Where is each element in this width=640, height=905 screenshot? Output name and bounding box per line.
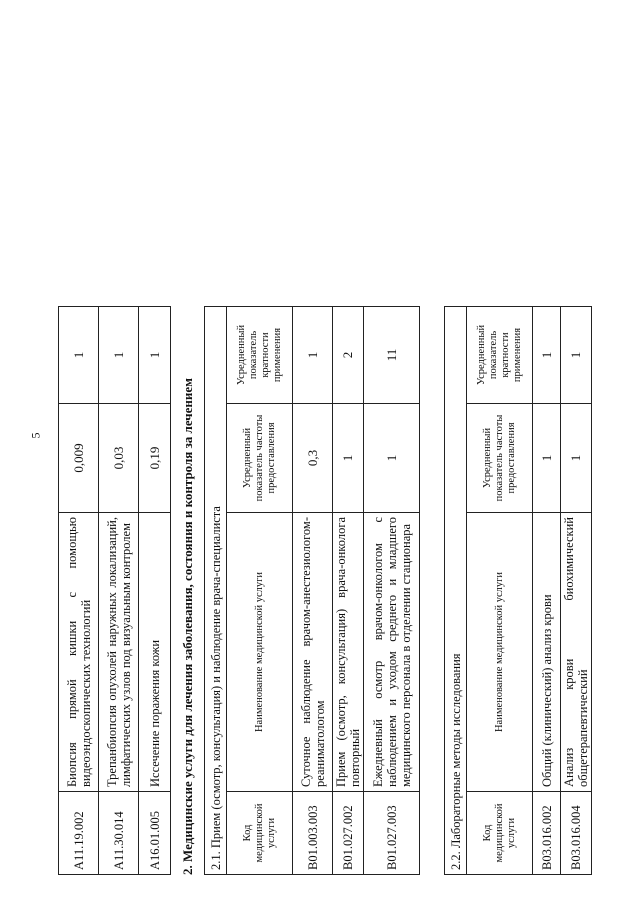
multiplicity-value: 11 xyxy=(364,307,420,404)
frequency-value: 1 xyxy=(364,404,420,513)
service-code: B01.027.002 xyxy=(333,792,364,875)
table-header-row xyxy=(227,307,293,875)
header-code: Код медицинской услуги xyxy=(467,792,533,875)
service-code: B01.003.003 xyxy=(293,792,333,875)
frequency-value: 0,3 xyxy=(293,404,333,513)
multiplicity-value: 1 xyxy=(533,307,561,404)
table-subtitle: 2.2. Лабораторные методы исследования xyxy=(445,307,467,875)
service-code: B03.016.004 xyxy=(561,792,592,875)
header-multiplicity: Усредненный показатель кратности применения xyxy=(227,307,293,404)
table-header-row xyxy=(467,307,533,875)
service-code: B01.027.003 xyxy=(364,792,420,875)
section-heading: 2. Медицинские услуги для лечения заболевания, состояния и контроля за лечением xyxy=(180,377,195,875)
table-subtitle-row xyxy=(445,307,467,875)
table-row xyxy=(364,307,420,875)
table-row xyxy=(59,307,99,875)
service-name: Анализ крови биохимический общетерапевтический xyxy=(561,513,592,792)
frequency-value: 0,19 xyxy=(139,404,171,513)
multiplicity-value: 2 xyxy=(333,307,364,404)
frequency-value: 1 xyxy=(333,404,364,513)
service-name: Ежедневный осмотр врачом-онкологом с наблюдением и уходом среднего и младшего медицинского персонала в отделении стационара xyxy=(364,513,420,792)
service-name: Биопсия прямой кишки с помощью видеоэндоскопических технологий xyxy=(59,513,99,792)
table-row xyxy=(333,307,364,875)
header-code: Код медицинской услуги xyxy=(227,792,293,875)
frequency-value: 1 xyxy=(561,404,592,513)
page-number: 5 xyxy=(28,432,43,439)
header-frequency: Усредненный показатель частоты предоставления xyxy=(467,404,533,513)
multiplicity-value: 1 xyxy=(139,307,171,404)
frequency-value: 0,03 xyxy=(99,404,139,513)
header-multiplicity: Усредненный показатель кратности применения xyxy=(467,307,533,404)
laboratory-table xyxy=(444,306,592,875)
consultation-table xyxy=(204,306,420,875)
header-name: Наименование медицинской услуги xyxy=(467,513,533,792)
rotated-content xyxy=(52,35,612,875)
services-table-continued xyxy=(58,306,171,875)
service-code: A11.30.014 xyxy=(99,792,139,875)
multiplicity-value: 1 xyxy=(293,307,333,404)
table-row xyxy=(99,307,139,875)
service-code: B03.016.002 xyxy=(533,792,561,875)
multiplicity-value: 1 xyxy=(99,307,139,404)
multiplicity-value: 1 xyxy=(59,307,99,404)
frequency-value: 0,009 xyxy=(59,404,99,513)
service-name: Прием (осмотр, консультация) врача-онколога повторный xyxy=(333,513,364,792)
multiplicity-value: 1 xyxy=(561,307,592,404)
table-row xyxy=(293,307,333,875)
table-row xyxy=(139,307,171,875)
table-row xyxy=(561,307,592,875)
header-name: Наименование медицинской услуги xyxy=(227,513,293,792)
service-name: Иссечение поражения кожи xyxy=(139,513,171,792)
service-name: Суточное наблюдение врачом-анестезиологом-реаниматологом xyxy=(293,513,333,792)
service-code: A11.19.002 xyxy=(59,792,99,875)
table-subtitle-row xyxy=(205,307,227,875)
header-frequency: Усредненный показатель частоты предоставления xyxy=(227,404,293,513)
table-subtitle: 2.1. Прием (осмотр, консультация) и наблюдение врача-специалиста xyxy=(205,307,227,875)
table-row xyxy=(533,307,561,875)
service-code: A16.01.005 xyxy=(139,792,171,875)
service-name: Трепанбиопсия опухолей наружных локализаций, лимфатических узлов под визуальным контролем xyxy=(99,513,139,792)
service-name: Общий (клинический) анализ крови xyxy=(533,513,561,792)
frequency-value: 1 xyxy=(533,404,561,513)
